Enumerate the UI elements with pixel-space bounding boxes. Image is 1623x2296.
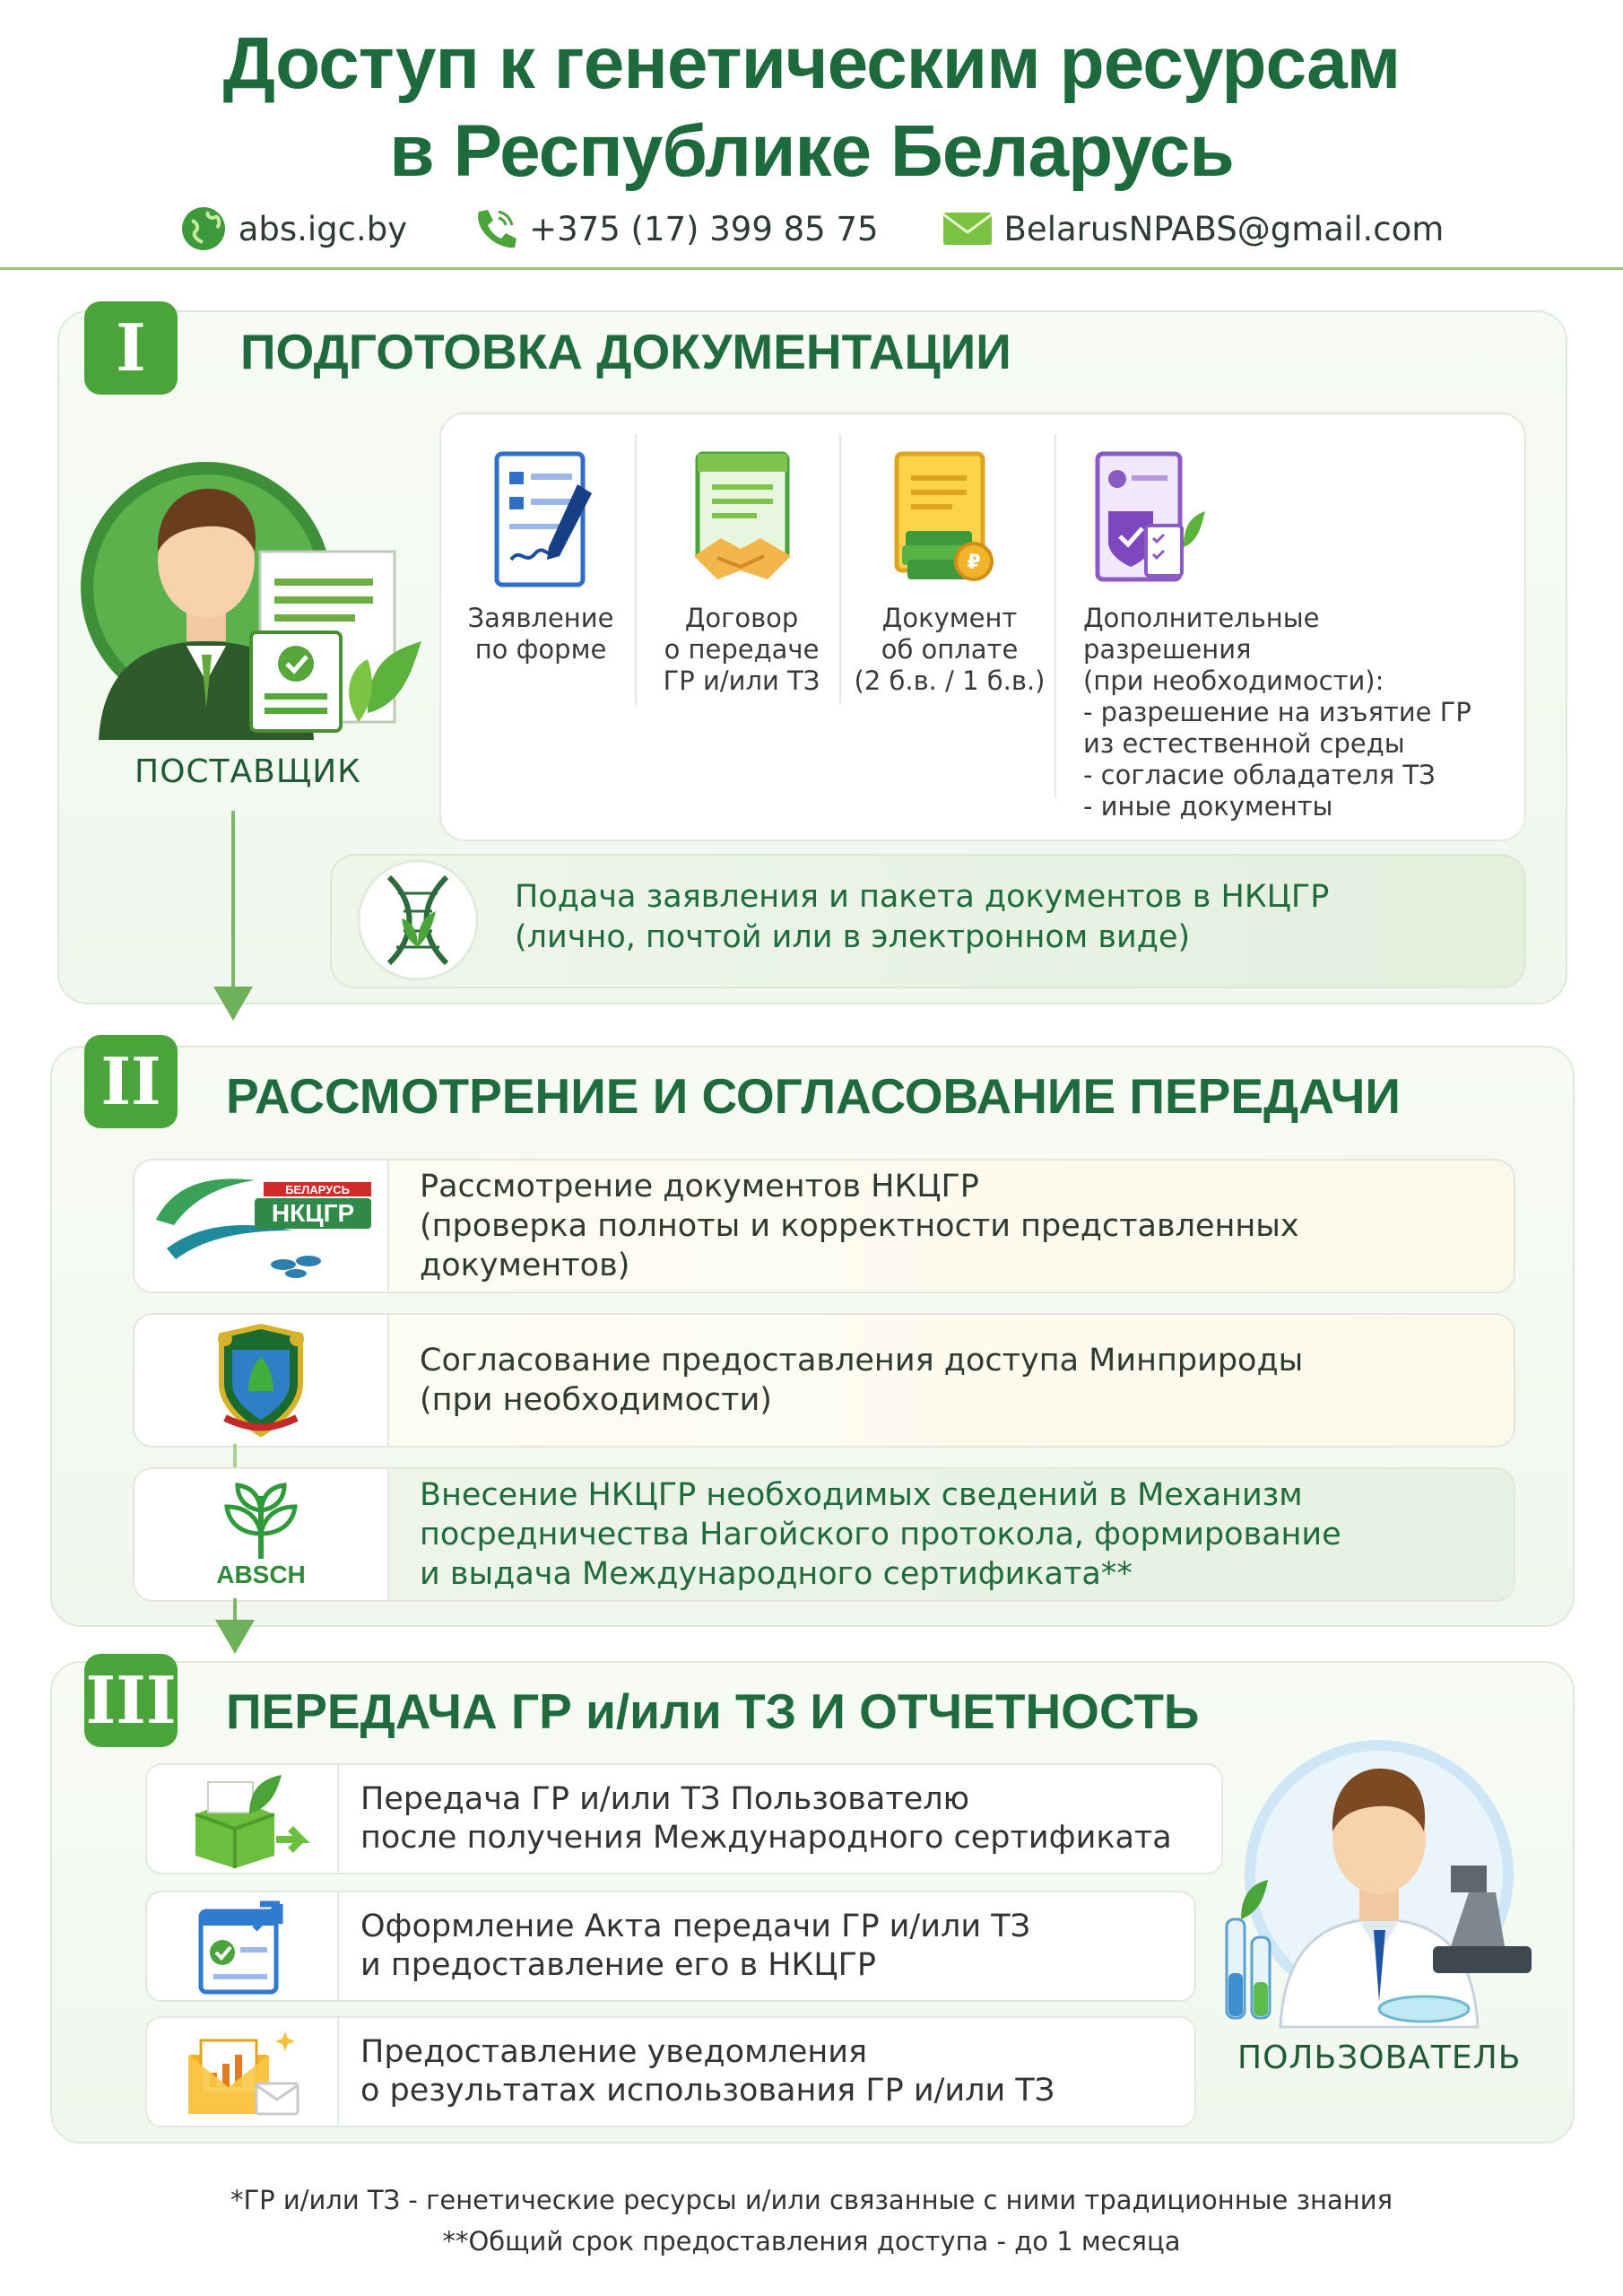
doc-label-payment: Документ об оплате (2 б.в. / 1 б.в.) [854,603,1046,696]
section3-badge: III [84,1654,178,1747]
doc-separator [635,434,637,705]
minprirody-emblem [135,1315,389,1446]
arrow-down-icon [215,1620,255,1656]
transfer-step-2-text: Оформление Акта передачи ГР и/или ТЗ и предоставление его в НКЦГР [360,1909,1031,1983]
review-step-ministry-text: Согласование предоставления доступа Минприроды (при необходимости) [420,1343,1304,1418]
submission-text: Подача заявления и пакета документов в НКЦГР (лично, почтой или в электронном виде) [515,879,1330,955]
nkcgr-logo-text: НКЦГР [271,1199,355,1227]
arrow-down-icon [213,987,253,1022]
contract-handshake-icon [690,448,798,590]
website-text[interactable]: abs.igc.by [238,209,408,248]
section1-title: ПОДГОТОВКА ДОКУМЕНТАЦИИ [240,324,1011,379]
supplier-avatar [72,453,430,749]
doc-separator [839,434,841,705]
email-text[interactable]: BelarusNPABS@gmail.com [1003,209,1445,248]
envelope-icon [942,209,994,248]
user-avatar [1209,1731,1541,2036]
svg-text:₽: ₽ [967,552,981,574]
review-step-ministry [133,1313,1515,1448]
review-step-nkcgr-text: Рассмотрение документов НКЦГР (проверка полноты и корректности представленных документов) [420,1169,1299,1283]
application-form-icon [491,448,599,590]
doc-separator [1055,434,1056,797]
doc-label-permits: Дополнительные разрешения (при необходимости): - разрешение на изъятие ГР из естественной среды - согласие обладателя ТЗ - иные документы [1083,603,1471,822]
section2-badge: II [84,1035,178,1128]
transfer-step-3-text: Предоставление уведомления о результатах использования ГР и/или ТЗ [360,2034,1055,2109]
act-document-icon [147,1892,339,2000]
email-contact[interactable] [942,204,1445,253]
dna-plant-emblem [352,857,484,983]
review-step-absch-text: Внесение НКЦГР необходимых сведений в Механизм посредничества Нагойского протокола, формирование и выдача Международного сертификата** [420,1477,1341,1592]
review-step-absch [133,1467,1515,1602]
user-label: ПОЛЬЗОВАТЕЛЬ [1237,2039,1522,2076]
review-step-nkcgr [133,1159,1515,1293]
globe-icon [179,204,228,253]
phone-contact[interactable] [470,204,878,253]
transfer-step-3 [145,2016,1196,2127]
section3-title: ПЕРЕДАЧА ГР и/или ТЗ И ОТЧЕТНОСТЬ [226,1683,1200,1739]
phone-icon [470,204,518,253]
section1-badge: I [84,301,178,395]
supplier-label: ПОСТАВЩИК [135,753,361,790]
transfer-step-1-text: Передача ГР и/или ТЗ Пользователю после получения Международного сертификата [360,1781,1172,1856]
transfer-step-1 [145,1763,1223,1874]
permits-shield-icon [1090,448,1207,590]
transfer-box-icon [147,1765,339,1873]
payment-document-icon [890,448,997,590]
absch-logo [135,1469,389,1600]
page-title-line2: в Республике Беларусь [389,110,1234,192]
flow-arrow-line [231,811,235,987]
contacts-bar [0,204,1623,253]
footnote-definition: *ГР и/или ТЗ - генетические ресурсы и/или связанные с ними традиционные знания [230,2185,1393,2215]
flow-connector [233,1444,237,1469]
doc-label-application: Заявление по форме [467,603,614,665]
absch-logo-text: ABSCH [216,1561,306,1588]
footnote-term: **Общий срок предоставления доступа - до 1 месяца [442,2226,1181,2257]
section2-title: РАССМОТРЕНИЕ И СОГЛАСОВАНИЕ ПЕРЕДАЧИ [226,1068,1401,1124]
nkcgr-logo [135,1161,389,1292]
page-title-line1: Доступ к генетическим ресурсам [222,22,1401,104]
doc-label-contract: Договор о передаче ГР и/или ТЗ [663,603,820,696]
nkcgr-logo-sub: БЕЛАРУСЬ [285,1183,350,1196]
website-contact[interactable] [179,204,407,253]
report-envelope-icon [147,2018,339,2126]
header-divider [0,267,1623,270]
phone-text[interactable]: +375 (17) 399 85 75 [529,209,879,248]
transfer-step-2 [145,1891,1196,2002]
